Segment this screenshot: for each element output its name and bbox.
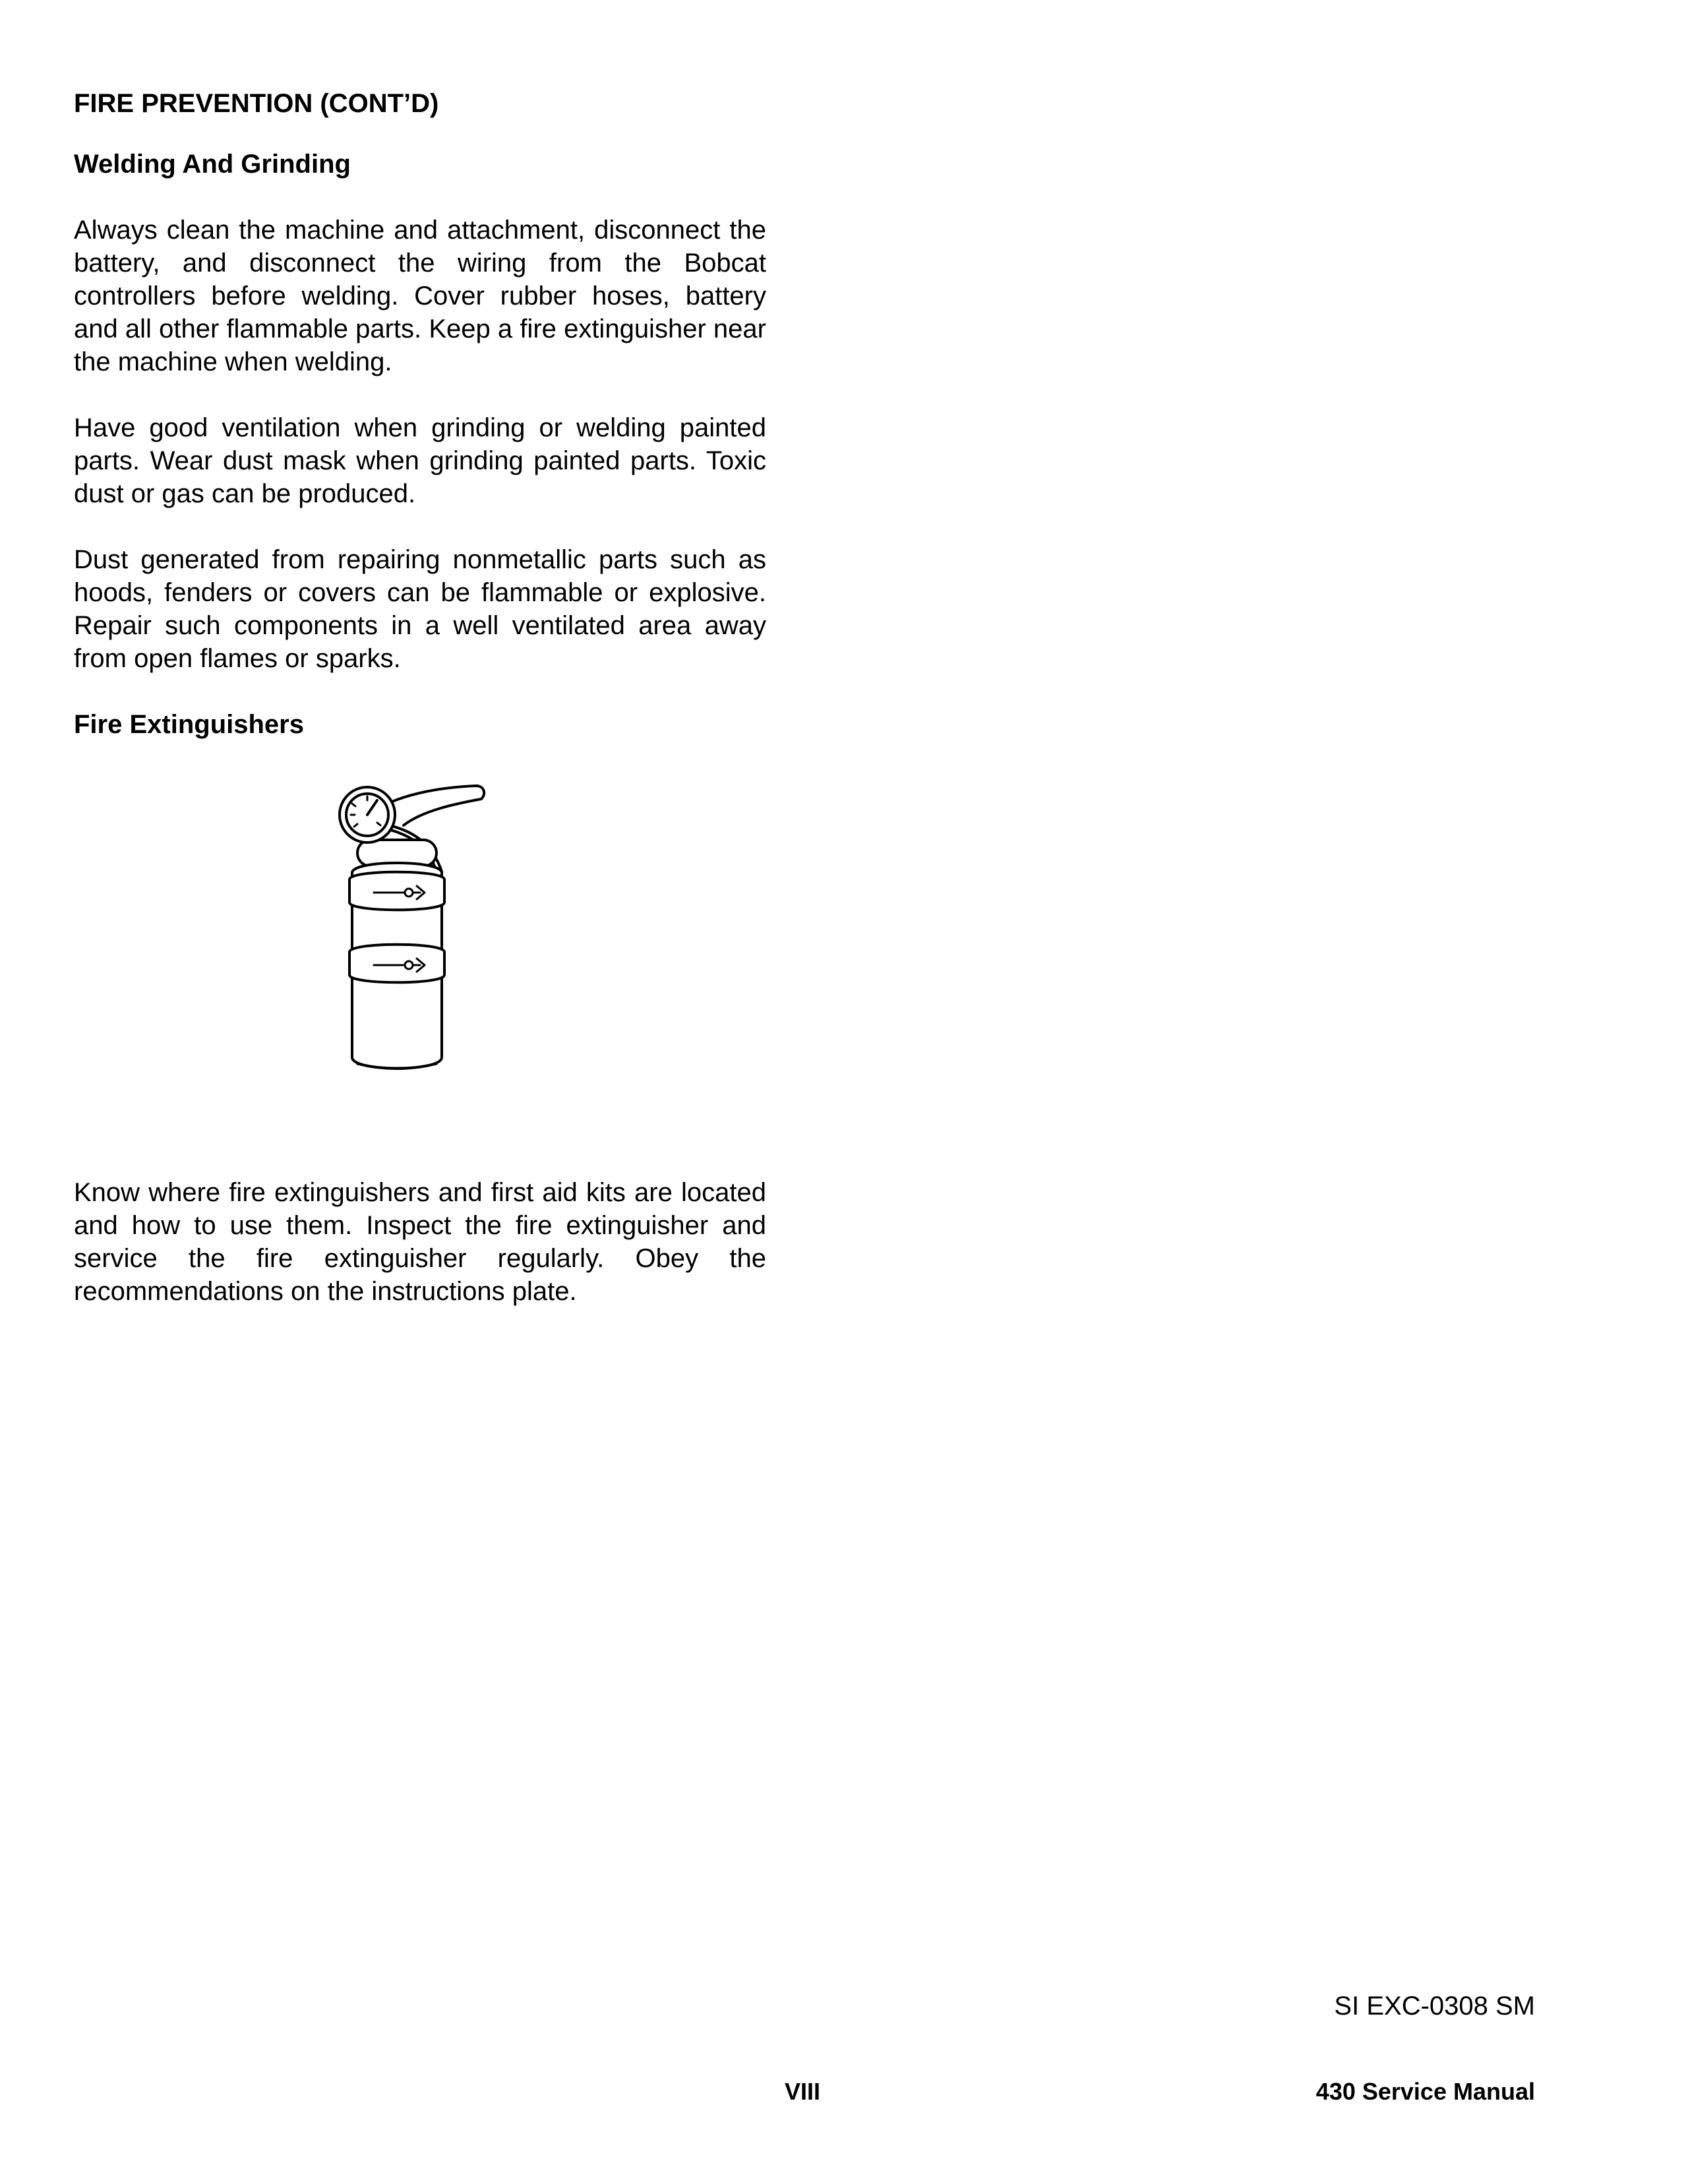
welding-paragraph-1: Always clean the machine and attachment, disconnect the battery, and disconnect the wiring from the Bobcat controllers before welding. Cover rubber hoses, battery and all other flammable parts. Keep a fire extinguisher near the machine when welding. [74, 216, 766, 376]
fire-extinguisher-icon [311, 774, 549, 1077]
welding-heading: Welding And Grinding [74, 150, 351, 179]
extinguisher-figure [74, 774, 766, 1143]
page-number: VIII [785, 2078, 821, 2105]
main-column [74, 87, 766, 1341]
document-code: SI EXC-0308 SM [1334, 1992, 1535, 2021]
welding-paragraph-3: Dust generated from repairing nonmetallic parts such as hoods, fenders or covers can be flammable or explosive. Repair such components in a well ventilated area away from open flames or sparks. [74, 545, 766, 673]
welding-paragraph-2: Have good ventilation when grinding or welding painted parts. Wear dust mask when grinding painted parts. Toxic dust or gas can be produced. [74, 413, 766, 508]
extinguishers-paragraph: Know where fire extinguishers and first aid kits are located and how to use them. Inspect the fire extinguisher and service the fire extinguisher regularly. Obey the recommendations on the instructions plate. [74, 1178, 766, 1306]
section-title: FIRE PREVENTION (CONT’D) [74, 89, 439, 118]
extinguishers-heading: Fire Extinguishers [74, 710, 304, 739]
manual-title: 430 Service Manual [1315, 2078, 1535, 2105]
